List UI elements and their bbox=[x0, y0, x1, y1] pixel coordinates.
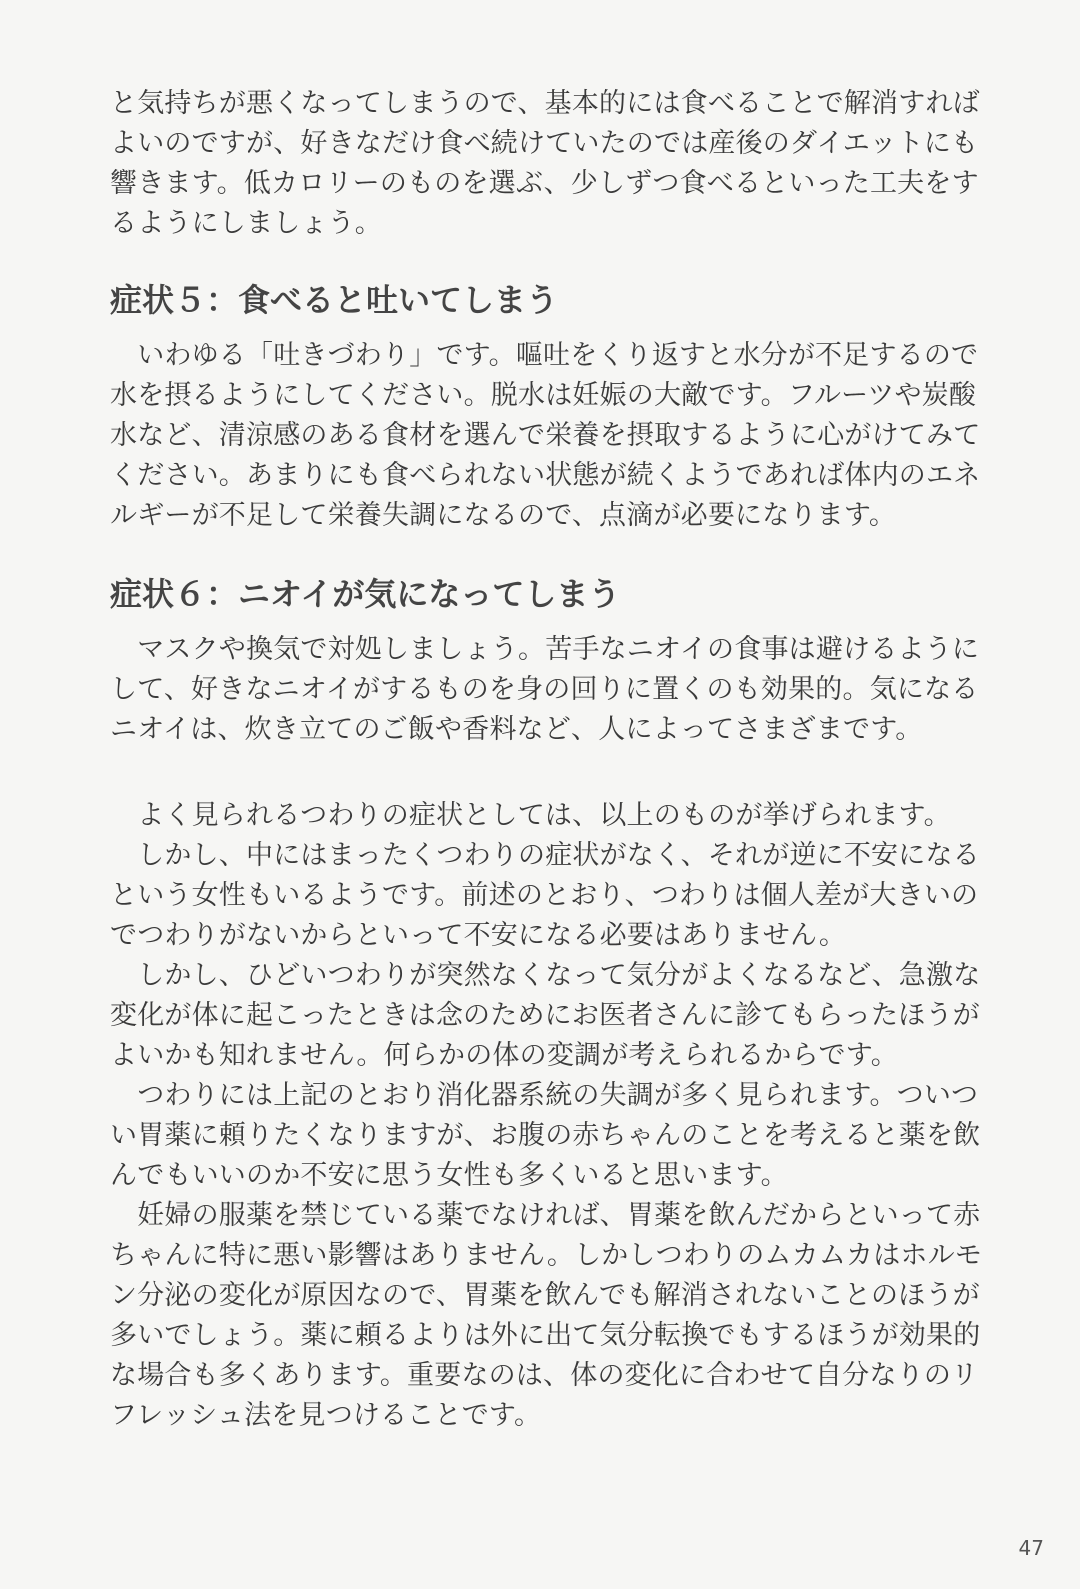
text-line: でつわりがないからといって不安になる必要はありません。 bbox=[110, 920, 847, 951]
text-line: いわゆる「吐きづわり」です。嘔吐をくり返すと水分が不足するので bbox=[110, 340, 979, 371]
symptom-5-heading: 症状５：食べると吐いてしまう bbox=[110, 281, 559, 319]
text-line: ン分泌の変化が原因なので、胃薬を飲んでも解消されないことのほうが bbox=[110, 1280, 980, 1311]
text-line: ルギーが不足して栄養失調になるので、点滴が必要になります。 bbox=[110, 500, 897, 531]
text-line: な場合も多くあります。重要なのは、体の変化に合わせて自分なりのリ bbox=[110, 1360, 979, 1391]
text-line: い胃薬に頼りたくなりますが、お腹の赤ちゃんのことを考えると薬を飲 bbox=[110, 1120, 981, 1151]
text-line: して、好きなニオイがするものを身の回りに置くのも効果的。気になる bbox=[110, 674, 979, 705]
text-line: つわりには上記のとおり消化器系統の失調が多く見られます。ついつ bbox=[110, 1080, 979, 1111]
text-line: ニオイは、炊き立てのご飯や香料など、人によってさまざまです。 bbox=[110, 714, 923, 745]
text-line: よいかも知れません。何らかの体の変調が考えられるからです。 bbox=[110, 1040, 898, 1071]
text-line: 響きます。低カロリーのものを選ぶ、少しずつ食べるといった工夫をす bbox=[110, 168, 979, 199]
text-line: 水など、清涼感のある食材を選んで栄養を摂取するように心がけてみて bbox=[110, 420, 981, 451]
text-line: るようにしましょう。 bbox=[110, 208, 382, 239]
text-line: フレッシュ法を見つけることです。 bbox=[110, 1400, 542, 1431]
text-line: しかし、ひどいつわりが突然なくなって気分がよくなるなど、急激な bbox=[110, 960, 981, 991]
symptom-6-paragraph bbox=[110, 630, 979, 750]
text-line: 妊婦の服薬を禁じている薬でなければ、胃薬を飲んだからといって赤 bbox=[110, 1200, 981, 1231]
text-line: という女性もいるようです。前述のとおり、つわりは個人差が大きいの bbox=[110, 880, 979, 911]
text-line: ください。あまりにも食べられない状態が続くようであれば体内のエネ bbox=[110, 460, 981, 491]
text-line: 多いでしょう。薬に頼るよりは外に出て気分転換でもするほうが効果的 bbox=[110, 1320, 981, 1351]
page-number: 47 bbox=[1018, 1536, 1044, 1560]
text-line: 水を摂るようにしてください。脱水は妊娠の大敵です。フルーツや炭酸 bbox=[110, 380, 977, 411]
text-line: 変化が体に起こったときは念のためにお医者さんに診てもらったほうが bbox=[110, 1000, 980, 1031]
conclusion-paragraphs bbox=[110, 796, 982, 1436]
text-line: ちゃんに特に悪い影響はありません。しかしつわりのムカムカはホルモ bbox=[110, 1240, 983, 1271]
symptom-5-paragraph bbox=[110, 336, 980, 536]
text-line: マスクや換気で対処しましょう。苦手なニオイの食事は避けるように bbox=[110, 634, 980, 665]
text-line: しかし、中にはまったくつわりの症状がなく、それが逆に不安になる bbox=[110, 840, 980, 871]
text-line: よいのですが、好きなだけ食べ続けていたのでは産後のダイエットにも bbox=[110, 128, 979, 159]
symptom-6-heading: 症状６：ニオイが気になってしまう bbox=[110, 575, 621, 613]
intro-paragraph bbox=[110, 84, 980, 244]
text-line: と気持ちが悪くなってしまうので、基本的には食べることで解消すれば bbox=[110, 88, 980, 119]
text-line: んでもいいのか不安に思う女性も多くいると思います。 bbox=[110, 1160, 788, 1191]
text-line: よく見られるつわりの症状としては、以上のものが挙げられます。 bbox=[110, 800, 951, 831]
